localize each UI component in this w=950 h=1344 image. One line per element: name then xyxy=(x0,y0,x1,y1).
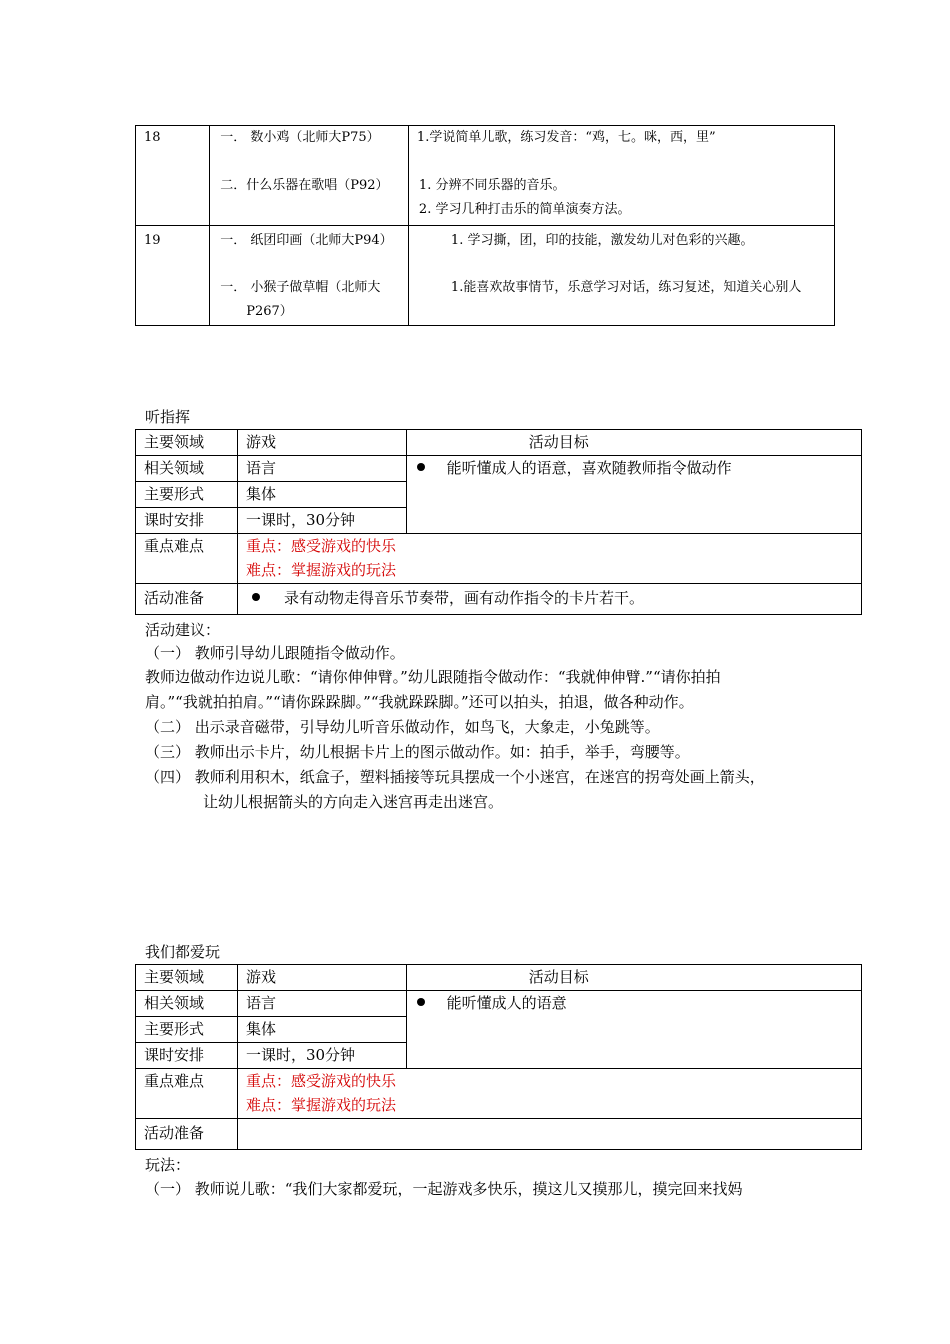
bullet-icon xyxy=(252,593,260,601)
activity-title: 听指挥 xyxy=(145,408,191,426)
week-number: 19 xyxy=(144,233,161,248)
step-text: （四） 教师利用积木，纸盒子，塑料插接等玩具摆成一个小迷宫，在迷宫的拐弯处画上箭头， xyxy=(145,768,765,786)
value-cell: 集体 xyxy=(237,482,406,508)
bullet-icon xyxy=(417,998,425,1006)
week-number: 18 xyxy=(144,130,161,145)
difficulty: 难点：掌握游戏的玩法 xyxy=(245,561,396,579)
label-cell: 相关领域 xyxy=(136,991,238,1017)
table-row xyxy=(136,430,862,456)
value-cell: 集体 xyxy=(237,1017,406,1043)
label-cell: 主要形式 xyxy=(136,482,238,508)
value-cell: 语言 xyxy=(237,991,406,1017)
lesson-title: 一． 数小鸡（北师大P75） xyxy=(220,130,380,145)
table-row xyxy=(136,456,862,482)
step-text: 教师边做动作边说儿歌：“请你伸伸臂。”幼儿跟随指令做动作：“我就伸伸臂.”“请你拍拍 xyxy=(145,668,721,686)
goal-text: 能听懂成人的语意，喜欢随教师指令做动作 xyxy=(446,459,732,477)
goal-cell xyxy=(406,456,861,534)
label-cell: 主要形式 xyxy=(136,1017,238,1043)
lesson-goal: 1.学说简单儿歌，练习发音：“鸡，七。咪，西，里” xyxy=(416,130,716,145)
goal-cell xyxy=(406,991,861,1069)
week-cell xyxy=(136,126,210,226)
value-cell: 语言 xyxy=(237,456,406,482)
schedule-table xyxy=(135,125,835,326)
label-cell: 重点难点 xyxy=(136,534,238,584)
label-cell: 课时安排 xyxy=(136,1043,238,1069)
table-row xyxy=(136,126,835,226)
label-cell: 主要领域 xyxy=(136,965,238,991)
prep-cell xyxy=(237,584,861,615)
lesson-title: 一． 小猴子做草帽（北师大 xyxy=(220,280,381,295)
table-row xyxy=(136,1069,862,1119)
lesson-cell xyxy=(210,226,409,326)
step-text: （三） 教师出示卡片，幼儿根据卡片上的图示做动作。如：拍手，举手，弯腰等。 xyxy=(145,743,690,761)
activity-table xyxy=(135,964,862,1150)
key-points-cell xyxy=(237,534,861,584)
lesson-title: P267） xyxy=(246,304,293,319)
lesson-goal: 1. 学习撕，团，印的技能，激发幼儿对色彩的兴趣。 xyxy=(450,233,754,248)
play-title: 玩法： xyxy=(145,1156,191,1174)
table-row xyxy=(136,226,835,326)
table-row xyxy=(136,1119,862,1150)
prep-cell xyxy=(237,1119,861,1150)
bullet-icon xyxy=(417,463,425,471)
goal-header: 活动目标 xyxy=(406,430,861,456)
lesson-cell xyxy=(210,126,409,226)
lesson-goal: 1. 分辨不同乐器的音乐。 xyxy=(418,178,566,193)
table-row xyxy=(136,965,862,991)
value-cell: 游戏 xyxy=(237,965,406,991)
suggest-title: 活动建议： xyxy=(145,621,221,639)
label-cell: 主要领域 xyxy=(136,430,238,456)
activity-table xyxy=(135,429,862,615)
key-point: 重点：感受游戏的快乐 xyxy=(245,1072,396,1090)
label-cell: 活动准备 xyxy=(136,1119,238,1150)
step-text: （一） 教师引导幼儿跟随指令做动作。 xyxy=(145,644,405,662)
key-points-cell xyxy=(237,1069,861,1119)
goal-text: 能听懂成人的语意 xyxy=(446,994,567,1012)
activity-title: 我们都爱玩 xyxy=(145,943,221,961)
step-text: 肩。”“我就拍拍肩。”“请你跺跺脚。”“我就跺跺脚。”还可以拍头，拍退，做各种动作。 xyxy=(145,693,694,711)
label-cell: 重点难点 xyxy=(136,1069,238,1119)
table-row xyxy=(136,534,862,584)
table-row xyxy=(136,991,862,1017)
lesson-title: 一． 纸团印画（北师大P94） xyxy=(220,233,393,248)
value-cell: 游戏 xyxy=(237,430,406,456)
value-cell: 一课时，30分钟 xyxy=(237,1043,406,1069)
difficulty: 难点：掌握游戏的玩法 xyxy=(245,1096,396,1114)
prep-text: 录有动物走得音乐节奏带，画有动作指令的卡片若干。 xyxy=(283,589,644,607)
step-text: （二） 出示录音磁带，引导幼儿听音乐做动作，如鸟飞，大象走，小兔跳等。 xyxy=(145,718,660,736)
step-text: 让幼儿根据箭头的方向走入迷宫再走出迷宫。 xyxy=(203,793,504,811)
table-row xyxy=(136,584,862,615)
goal-cell xyxy=(408,126,834,226)
week-cell xyxy=(136,226,210,326)
lesson-title: 二．什么乐器在歌唱（P92） xyxy=(220,178,389,193)
step-text: （一） 教师说儿歌：“我们大家都爱玩，一起游戏多快乐，摸这儿又摸那儿，摸完回来找妈 xyxy=(145,1180,743,1198)
lesson-goal: 2. 学习几种打击乐的简单演奏方法。 xyxy=(418,202,631,217)
label-cell: 相关领域 xyxy=(136,456,238,482)
lesson-goal: 1.能喜欢故事情节，乐意学习对话，练习复述，知道关心别人 xyxy=(450,280,802,295)
goal-header: 活动目标 xyxy=(406,965,861,991)
label-cell: 活动准备 xyxy=(136,584,238,615)
key-point: 重点：感受游戏的快乐 xyxy=(245,537,396,555)
label-cell: 课时安排 xyxy=(136,508,238,534)
goal-cell xyxy=(408,226,834,326)
value-cell: 一课时，30分钟 xyxy=(237,508,406,534)
